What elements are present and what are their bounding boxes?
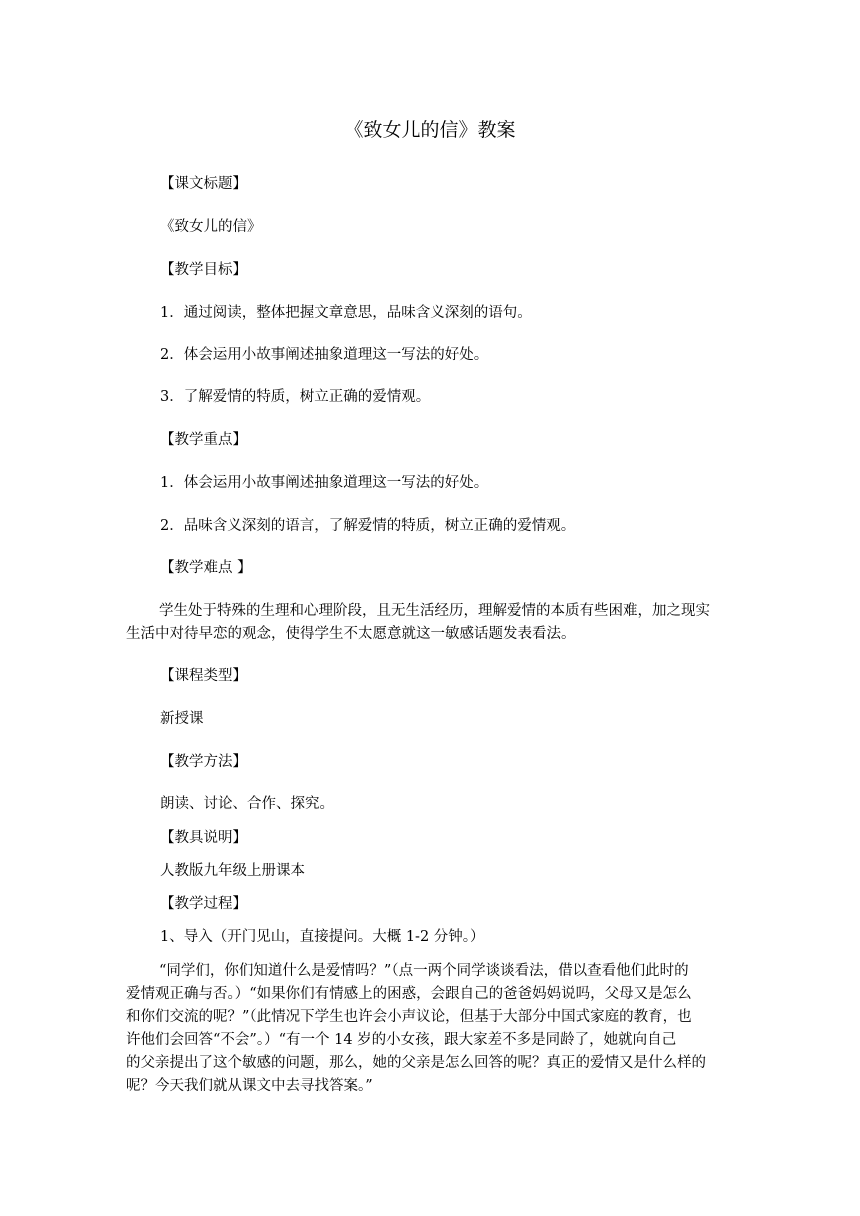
section-heading-materials: 【教具说明】 (160, 830, 247, 846)
objective-item: 1．通过阅读，整体把握文章意思，品味含义深刻的语句。 (160, 305, 532, 321)
section-heading-objectives: 【教学目标】 (160, 262, 247, 278)
lesson-title-text: 《致女儿的信》 (160, 219, 262, 235)
course-type-text: 新授课 (160, 711, 204, 727)
paragraph-line: 生活中对待早恋的观念，使得学生不太愿意就这一敏感话题发表看法。 (126, 626, 576, 642)
section-heading-process: 【教学过程】 (160, 896, 247, 912)
section-heading-course-type: 【课程类型】 (160, 668, 247, 684)
materials-text: 人教版九年级上册课本 (160, 863, 305, 879)
difficulties-paragraph (126, 600, 734, 646)
process-step-intro: 1、导入（开门见山，直接提问。大概 1-2 分钟。） (160, 929, 485, 945)
objective-item: 2．体会运用小故事阐述抽象道理这一写法的好处。 (160, 347, 489, 363)
paragraph-line: 学生处于特殊的生理和心理阶段，且无生活经历，理解爱情的本质有些困难，加之现实 (159, 603, 710, 619)
methods-text: 朗读、讨论、合作、探究。 (160, 796, 334, 812)
objective-item: 3．了解爱情的特质，树立正确的爱情观。 (160, 389, 431, 405)
document-title: 《致女儿的信》教案 (344, 119, 516, 141)
paragraph-line: “同学们，你们知道什么是爱情吗？”（点一两个同学谈谈看法，借以查看他们此时的 (159, 963, 689, 979)
section-heading-methods: 【教学方法】 (160, 754, 247, 770)
section-heading-difficulties: 【教学难点 】 (160, 560, 252, 576)
key-point-item: 2．品味含义深刻的语言，了解爱情的特质，树立正确的爱情观。 (160, 518, 576, 534)
section-heading-lesson-title: 【课文标题】 (160, 176, 247, 192)
section-heading-key-points: 【教学重点】 (160, 432, 247, 448)
paragraph-line: 爱情观正确与否。）“如果你们有情感上的困惑，会跟自己的爸爸妈妈说吗，父母又是怎么 (126, 986, 692, 1002)
process-paragraph (126, 960, 734, 1098)
paragraph-line: 的父亲提出了这个敏感的问题，那么，她的父亲是怎么回答的呢？真正的爱情又是什么样的 (126, 1055, 706, 1071)
key-point-item: 1．体会运用小故事阐述抽象道理这一写法的好处。 (160, 475, 489, 491)
paragraph-line: 呢？今天我们就从课文中去寻找答案。” (126, 1078, 373, 1094)
paragraph-line: 许他们会回答“不会”。）“有一个 14 岁的小女孩，跟大家差不多是同龄了，她就向自己 (126, 1032, 677, 1048)
paragraph-line: 和你们交流的呢？”（此情况下学生也许会小声议论，但基于大部分中国式家庭的教育，也 (126, 1009, 692, 1025)
